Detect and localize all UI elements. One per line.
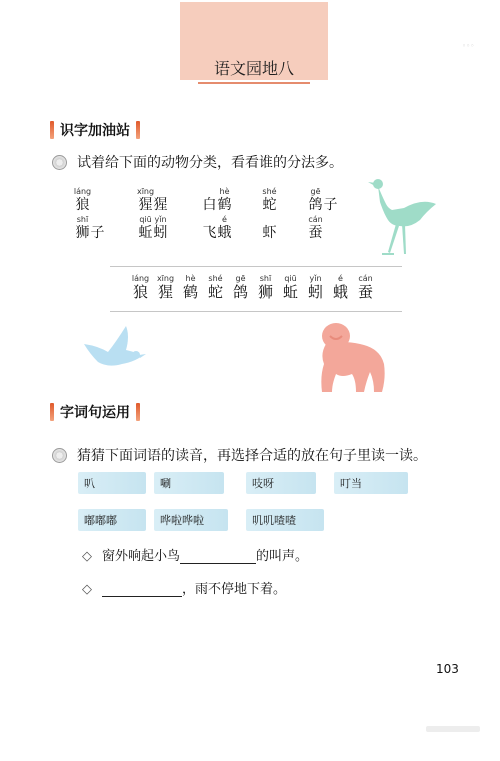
word-lion: shī 狮 子 [75,215,105,241]
phrase-dududu: 嘟嘟嘟 [78,509,146,531]
title-underline [198,82,310,84]
item-number-icon [52,155,67,170]
phrase-dingdang: 叮当 [334,472,408,494]
section-heading-literacy [50,120,140,140]
answer-blank[interactable] [102,582,182,597]
phrase-ba: 叭 [78,472,146,494]
phrase-zhiya: 吱呀 [246,472,316,494]
section-heading-label: 字词句运用 [60,405,130,421]
sentence-2 [82,578,286,597]
phrase-shua: 唰 [154,472,224,494]
word-earthworm: qiū 蚯 yǐn 蚓 [138,215,168,241]
heading-bar-right [136,403,140,421]
word-silkworm: cán 蚕 [308,215,323,241]
section-heading-words [50,402,140,422]
page-number: 103 [436,662,459,676]
sentence-text-after: 的叫声。 [256,549,309,564]
corner-mark: ◦◦◦ [462,42,475,50]
watermark [426,726,480,732]
section-heading-label: 识字加油站 [60,123,130,139]
heading-bar-left [50,403,54,421]
word-crane: 白 hè 鹤 [202,187,232,213]
word-wolf: láng 狼 [73,187,92,213]
word-moth: 飞 é 蛾 [202,215,232,241]
crane-illustration [364,174,438,258]
sentence-text-before: 窗外响起小鸟 [102,549,181,564]
page-title: 语文园地八 [213,59,294,78]
item-number-icon [52,448,67,463]
heading-bar-right [136,121,140,139]
word-shrimp: 虾 [262,225,277,241]
answer-blank[interactable] [180,549,256,564]
dove-illustration [82,322,150,370]
phrase-jijizhazha: 叽叽喳喳 [246,509,324,531]
char-box-bottom-line [110,311,402,312]
word-pigeon: gē 鸽 子 [308,187,338,213]
heading-bar-left [50,121,54,139]
instruction-2 [52,445,427,465]
diamond-bullet-icon: ◇ [82,582,92,597]
sentence-text-after: ，雨不停地下着。 [182,582,287,597]
char-box: láng 狼 xīng 猩 hè 鹤 shé 蛇 gē 鸽 shī 狮 qiū 蚯 yǐn 蚓 é 蛾 cán 蚕 [131,274,373,301]
instruction-text: 试着给下面的动物分类，看看谁的分法多。 [77,155,343,171]
char-box-top-line [110,266,402,267]
diamond-bullet-icon: ◇ [82,549,92,564]
word-snake: shé 蛇 [262,187,277,213]
instruction-text: 猜猜下面词语的读音，再选择合适的放在句子里读一读。 [77,448,427,464]
sentence-1 [82,545,308,564]
word-orangutan: xīng 猩 猩 [136,187,168,213]
phrase-hualahuala: 哗啦哗啦 [154,509,228,531]
instruction-1 [52,152,343,172]
gorilla-illustration [312,320,390,396]
